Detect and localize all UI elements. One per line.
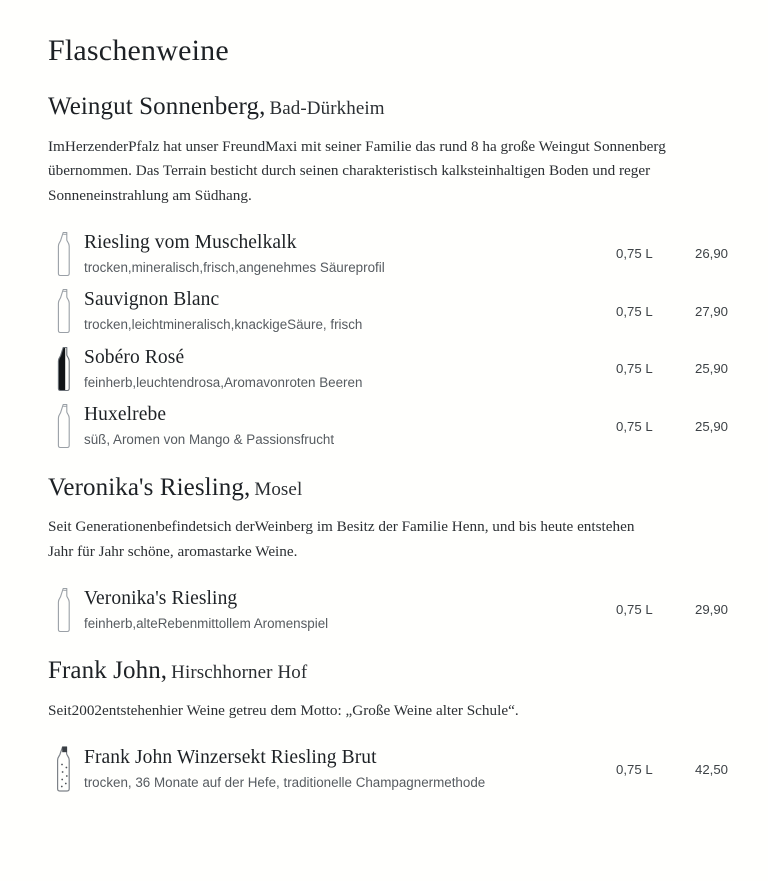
wine-volume: 0,75 L [616,303,653,319]
bottle-white-icon [48,288,82,334]
producer-name: Frank John, [48,656,168,684]
wine-text [82,403,616,449]
wine-row[interactable] [48,745,728,793]
producer-region: Bad-Dürkheim [269,98,385,119]
wine-text [82,288,616,334]
wine-meta [616,602,728,617]
producer-heading [48,474,728,503]
wine-meta [616,762,728,777]
producer-region: Hirschhorner Hof [171,661,308,683]
bottle-rose-filled-icon [48,346,82,392]
wine-text [82,231,616,277]
wine-name: Riesling vom Muschelkalk [84,231,297,253]
wine-description: feinherb,leuchtendrosa,Aromavonroten Beeren [84,374,363,390]
wine-name: Veronika's Riesling [84,587,238,609]
wine-name: Sauvignon Blanc [84,289,220,311]
producer-description: Seit2002entstehenhier Weine getreu dem Motto: „Große Weine alter Schule“. [48,701,519,719]
wine-meta [616,361,728,376]
wine-row[interactable] [48,403,728,449]
producer-description: ImHerzenderPfalz hat unser FreundMaxi mit seiner Familie das rund 8 ha große Weingut Sonnenberg übernommen. Das Terrain besticht durch seinen charakteristisch kalksteinhaltigen Boden und reger Sonneneinstrahlung am Südhang. [48,137,666,204]
wine-price: 42,50 [694,761,728,777]
wine-meta [616,419,728,434]
wine-text [82,587,616,633]
wine-meta [616,304,728,319]
producer-section [48,93,728,450]
producer-name: Veronika's Riesling, [48,473,251,501]
wine-row[interactable] [48,288,728,334]
wine-row[interactable] [48,587,728,633]
bottle-white-icon [48,587,82,633]
wine-list [48,231,728,450]
wine-name: Huxelrebe [84,404,167,426]
producer-region: Mosel [254,478,303,500]
wine-volume: 0,75 L [616,246,653,262]
wine-price: 26,90 [694,246,728,262]
wine-description: trocken,mineralisch,frisch,angenehmes Säureprofil [84,260,385,275]
wine-price: 25,90 [694,418,728,434]
wine-description: feinherb,alteRebenmittollem Aromenspiel [84,615,329,631]
wine-volume: 0,75 L [616,418,653,434]
wine-list [48,745,728,793]
wine-text [82,746,616,792]
wine-list [48,587,728,633]
wine-text [82,346,616,392]
producer-section [48,474,728,633]
producer-heading [48,657,728,686]
wine-name: Frank John Winzersekt Riesling Brut [84,747,377,769]
producer-description: Seit Generationenbefindetsich derWeinberg im Besitz der Familie Henn, und bis heute entstehen Jahr für Jahr schöne, aromastarke Weine. [48,518,635,560]
bottle-sparkling-icon [48,745,82,793]
wine-description: süß, Aromen von Mango & Passionsfrucht [84,432,335,448]
bottle-white-icon [48,231,82,277]
wine-meta [616,246,728,261]
wine-price: 27,90 [694,303,728,319]
wine-row[interactable] [48,231,728,277]
wine-volume: 0,75 L [616,361,653,377]
wine-description: trocken, 36 Monate auf der Hefe, traditionelle Champagnermethode [84,775,486,791]
producer-heading [48,93,728,122]
bottle-white-icon [48,403,82,449]
wine-volume: 0,75 L [616,602,653,618]
wine-description: trocken,leichtmineralisch,knackigeSäure, frisch [84,317,363,333]
producer-name: Weingut Sonnenberg, [48,93,266,120]
wine-row[interactable] [48,346,728,392]
wine-price: 29,90 [694,602,728,618]
page-title: Flaschenweine [48,34,229,67]
wine-volume: 0,75 L [616,761,653,777]
wine-name: Sobéro Rosé [84,346,185,368]
producer-section [48,657,728,793]
wine-price: 25,90 [694,361,728,377]
